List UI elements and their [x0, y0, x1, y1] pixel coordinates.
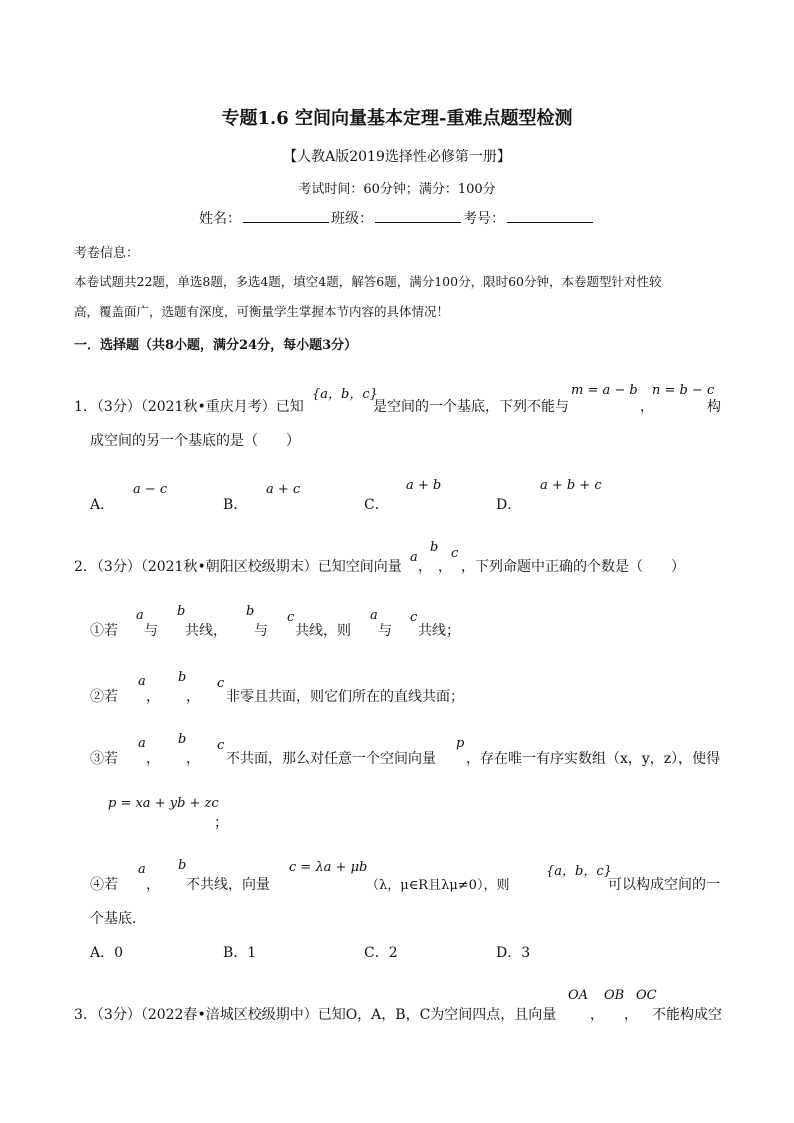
- q1-tail: 构: [707, 399, 721, 415]
- q2-option-d[interactable]: D．3: [496, 945, 531, 961]
- q2-s4-tail: 可以构成空间的一: [608, 877, 720, 893]
- q2-s4-start: ④若: [90, 877, 118, 893]
- q1-option-a[interactable]: a − c: [133, 482, 168, 497]
- q2-option-b[interactable]: B．1: [223, 945, 257, 961]
- q2-s3-tail: ，存在唯一有序实数组（x，y，z），使得: [466, 751, 721, 767]
- q2-s1-a2: a: [370, 608, 378, 623]
- section-heading: 一．选择题（共8小题，满分24分，每小题3分）: [74, 338, 358, 353]
- q1-n-expr: n = b − c: [652, 383, 715, 398]
- q2-s4-formula: c = λa + μb: [289, 860, 368, 875]
- q2-s2-comma2: ，: [186, 689, 200, 705]
- q2-s2-c: c: [217, 676, 225, 691]
- q2-s1-a: a: [136, 608, 144, 623]
- q2-comma-2: ，: [438, 559, 452, 575]
- q2-s1-col3: 共线；: [418, 623, 460, 639]
- q2-s4-a: a: [138, 862, 146, 877]
- q2-s4-basis: {a，b，c}: [546, 864, 612, 879]
- q2-s4-mid: 不共线，向量: [186, 877, 270, 893]
- info-heading: 考卷信息：: [74, 246, 140, 261]
- q2-vec-a: a: [410, 550, 418, 565]
- q2-s2-b: b: [178, 670, 187, 685]
- q2-s4-comma: ，: [146, 877, 160, 893]
- class-label: 班级：: [331, 211, 373, 227]
- q3-prefix: 3．（3分）（2022春•涪城区校级期中）已知O，A，B，C为空间四点，且向量: [74, 1007, 557, 1023]
- q2-s3-a: a: [138, 736, 146, 751]
- name-blank[interactable]: [243, 210, 329, 223]
- q1-mid: 是空间的一个基底，下列不能与: [373, 399, 569, 415]
- q1-basis: {a，b，c}: [312, 387, 378, 402]
- q2-s1-b: b: [177, 604, 186, 619]
- q2-s1-col: 共线，: [185, 623, 227, 639]
- q2-vec-c: c: [451, 546, 459, 561]
- q3-comma-1: ，: [590, 1007, 604, 1023]
- q2-s1-with3: 与: [378, 623, 392, 639]
- page-title: 专题1.6 空间向量基本定理-重难点题型检测: [221, 108, 573, 129]
- q1-prefix: 1．（3分）（2021秋•重庆月考）已知: [74, 399, 304, 415]
- q3-comma-2: ，: [624, 1007, 638, 1023]
- q1-option-c-label[interactable]: C．: [364, 497, 389, 513]
- q2-s4-b: b: [178, 858, 187, 873]
- q2-s1-col2: 共线，则: [295, 623, 351, 639]
- class-blank[interactable]: [375, 210, 461, 223]
- q2-option-a[interactable]: A．0: [90, 945, 124, 961]
- q1-option-d[interactable]: a + b + c: [540, 478, 602, 493]
- edition-subtitle: 【人教A版2019选择性必修第一册】: [283, 149, 511, 165]
- q2-s3-comma2: ，: [186, 751, 200, 767]
- q2-s1-c2: c: [410, 610, 418, 625]
- q2-s2-start: ②若: [90, 689, 118, 705]
- q2-s4-cond: （λ，μ∈R且λμ≠0），则: [366, 878, 510, 893]
- q2-s1-with: 与: [144, 623, 158, 639]
- q2-s4-line2: 个基底．: [90, 911, 146, 927]
- q1-option-c[interactable]: a + b: [406, 478, 442, 493]
- q2-s2-a: a: [138, 674, 146, 689]
- student-info-row: [0, 208, 794, 228]
- q1-comma: ，: [640, 399, 654, 415]
- q1-option-b[interactable]: a + c: [266, 482, 301, 497]
- info-line-2: 高，覆盖面广，选题有深度，可衡量学生掌握本节内容的具体情况！: [74, 304, 450, 319]
- q2-option-c[interactable]: C．2: [364, 945, 398, 961]
- q2-s3-comma1: ，: [146, 751, 160, 767]
- q1-option-a-label[interactable]: A．: [90, 497, 115, 513]
- q2-s3-c: c: [217, 738, 225, 753]
- q2-s3-b: b: [178, 732, 187, 747]
- info-line-1: 本卷试题共22题，单选8题，多选4题，填空4题，解答6题，满分100分，限时60分钟，本卷题型针对性较: [74, 274, 662, 289]
- q2-s1-b2: b: [246, 604, 255, 619]
- q2-prefix: 2．（3分）（2021秋•朝阳区校级期末）已知空间向量: [74, 559, 402, 575]
- q2-s1-c: c: [287, 610, 295, 625]
- q1-m-expr: m = a − b: [571, 383, 638, 398]
- q2-s1-start: ①若: [90, 623, 118, 639]
- q3-vec-oc: OC: [636, 988, 657, 1003]
- q3-vec-ob: OB: [604, 988, 625, 1003]
- q1-option-b-label[interactable]: B．: [223, 497, 248, 513]
- q3-tail: 不能构成空: [652, 1007, 722, 1023]
- q2-s3-mid: 不共面，那么对任意一个空间向量: [226, 751, 436, 767]
- q2-s3-p: p: [456, 736, 465, 751]
- q2-s2-comma1: ，: [146, 689, 160, 705]
- q2-tail: ，下列命题中正确的个数是（ ）: [461, 559, 685, 575]
- q2-s3-semicolon: ；: [214, 815, 228, 831]
- q1-line2: 成空间的另一个基底的是（ ）: [90, 433, 300, 449]
- q2-s1-with2: 与: [254, 623, 268, 639]
- name-label: 姓名：: [199, 211, 241, 227]
- q2-s3-formula: p = xa + yb + zc: [108, 796, 219, 811]
- id-label: 考号：: [463, 211, 505, 227]
- q2-s2-tail: 非零且共面，则它们所在的直线共面；: [226, 689, 464, 705]
- q2-vec-b: b: [430, 540, 439, 555]
- exam-info: 考试时间：60分钟；满分：100分: [298, 182, 496, 197]
- q2-s3-start: ③若: [90, 751, 118, 767]
- q2-comma-1: ，: [418, 559, 432, 575]
- q1-option-d-label[interactable]: D．: [496, 497, 522, 513]
- q3-vec-oa: OA: [568, 988, 589, 1003]
- id-blank[interactable]: [507, 210, 593, 223]
